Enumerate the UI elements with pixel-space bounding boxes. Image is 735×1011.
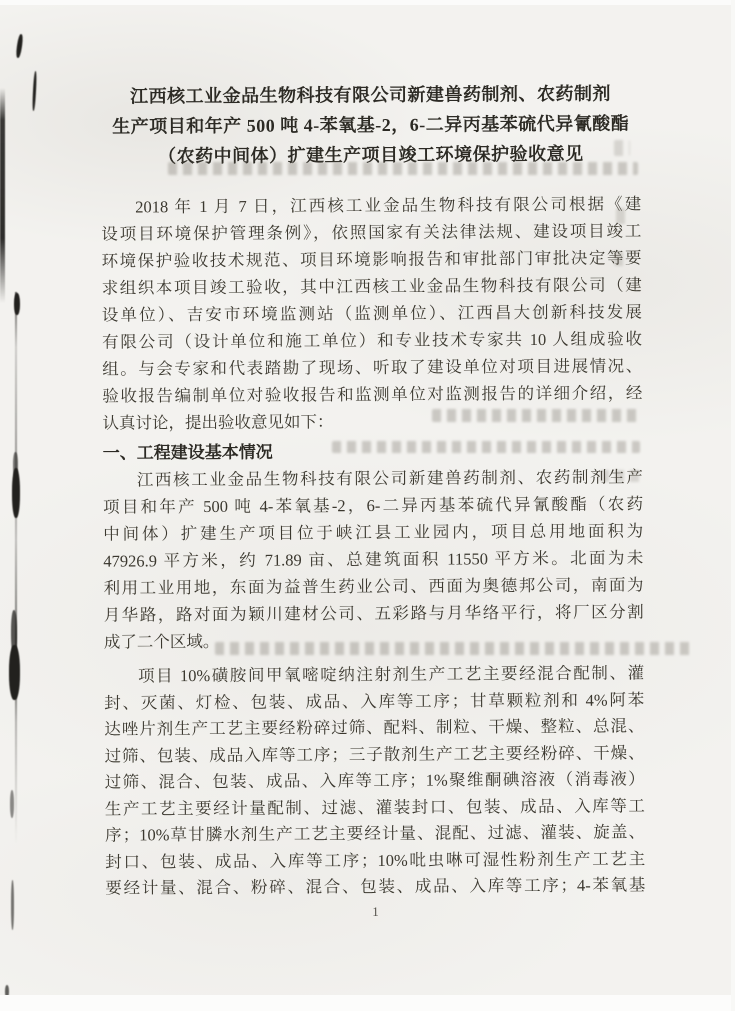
paragraph-process: [104, 660, 645, 902]
text-line: 利用工业用地，东面为益普生药业公司、西面为奥德邦公司，南面为: [103, 575, 644, 598]
bleedthrough-artifact: [614, 140, 630, 156]
text-line: 序；10%草甘膦水剂生产工艺主要经计量、混配、过滤、灌装、旋盖、: [104, 822, 646, 845]
text-line: 过筛、包装、成品入库等工序；三子散剂生产工艺主要经粉碎、干燥、: [104, 742, 645, 766]
bleedthrough-artifact: [332, 441, 640, 453]
text-line: 江西核工业金品生物科技有限公司新建兽药制剂、农药制剂生产: [136, 467, 643, 490]
document-content: [100, 78, 645, 921]
text-line: 封、灭菌、灯检、包装、成品、入库等工序；甘草颗粒剂和 4%阿苯: [104, 689, 645, 713]
text-line: 求组织本项目竣工验收，其中江西核工业金品生物科技有限公司（建: [101, 275, 642, 298]
text-line: 成了二个区域。: [103, 631, 220, 652]
scan-artifact-blob: [10, 790, 14, 818]
scan-artifact-blob: [9, 645, 20, 700]
text-line: 中间体）扩建生产项目位于峡江县工业园内，项目总用地面积为: [103, 521, 644, 544]
bleedthrough-artifact: [600, 470, 640, 482]
section-heading: 一、工程建设基本情况: [102, 442, 273, 463]
text-line: 生产工艺主要经计量配制、过滤、灌装封口、包装、成品、入库等工: [104, 795, 645, 819]
bleedthrough-artifact: [168, 162, 638, 175]
text-line: 过筛、混合、包装、成品、入库等工序；1%聚维酮碘溶液（消毒液）: [104, 769, 645, 792]
text-line: 项目 10%磺胺间甲氧嘧啶纳注射剂生产工艺主要经混合配制、灌: [138, 663, 645, 686]
text-line: 有限公司（设计单位和施工单位）和专业技术专家共 10 人组成验收: [101, 329, 643, 352]
paragraph-basic-info: [103, 463, 644, 655]
text-line: 月华路，路对面为颖川建材公司、五彩路与月华络平行，将厂区分割: [103, 602, 644, 625]
text-line: 项目和年产 500 吨 4-苯氧基-2，6-二异丙基苯硫代异氰酸酯（农药: [102, 494, 644, 517]
text-line: 要经计量、混合、粉碎、混合、包装、成品、入库等工序；4-苯氧基: [105, 875, 646, 898]
text-line: 环境保护验收技术规范、项目环境影响报告和审批部门审批决定等要: [101, 248, 642, 271]
text-line: 达唑片剂生产工艺主要经粉碎过筛、配料、制粒、干燥、整粒、总混、: [104, 716, 645, 739]
bleedthrough-artifact: [215, 642, 695, 655]
document-body: [101, 190, 645, 902]
bleedthrough-artifact: [614, 252, 626, 266]
text-line: 设项目环境保护管理条例》，依照国家有关法律法规、建设项目竣工: [101, 221, 642, 244]
scan-margin-right: [731, 0, 735, 1011]
title-line: （农药中间体）扩建生产项目竣工环境保护验收意见: [158, 143, 584, 167]
scan-margin-top: [0, 0, 735, 5]
scan-artifact-blob: [12, 468, 20, 518]
text-line: 2018 年 1 月 7 日，江西核工业金品生物科技有限公司根据《建: [135, 194, 642, 217]
scan-artifact-blob: [11, 880, 14, 930]
text-line: 47926.9 平方米，约 71.89 亩、总建筑面积 11550 平方米。北面为未: [103, 548, 644, 571]
scan-artifact-blob: [14, 293, 20, 315]
page-number: 1: [372, 903, 379, 919]
title-line: 江西核工业金品生物科技有限公司新建兽药制剂、农药制剂: [129, 83, 612, 107]
scan-artifact-blob: [32, 71, 37, 111]
title-line: 生产项目和年产 500 吨 4-苯氧基-2，6-二异丙基苯硫代异氰酸酯: [112, 113, 630, 137]
scan-artifact-blob: [15, 34, 23, 58]
text-line: 封口、包装、成品、入库等工序；10%吡虫啉可湿性粉剂生产工艺主: [105, 848, 646, 872]
binding-line-artifact: [15, 292, 17, 844]
bleedthrough-artifact: [616, 208, 628, 224]
document-title: [100, 78, 641, 171]
text-line: 设单位）、吉安市环境监测站（监测单位）、江西昌大创新科技发展: [101, 302, 642, 325]
text-line: 验收报告编制单位对验收报告和监测单位对监测报告的详细介绍，经: [102, 383, 643, 406]
scan-margin-bottom: [0, 995, 735, 1011]
scan-edge-shadow: [0, 88, 5, 303]
text-line: 认真讨论，提出验收意见如下：: [102, 412, 334, 433]
text-line: 组。与会专家和代表踏勘了现场、听取了建设单位对项目进展情况、: [102, 356, 643, 379]
bleedthrough-artifact: [432, 409, 642, 422]
paragraph-intro: [101, 190, 642, 436]
